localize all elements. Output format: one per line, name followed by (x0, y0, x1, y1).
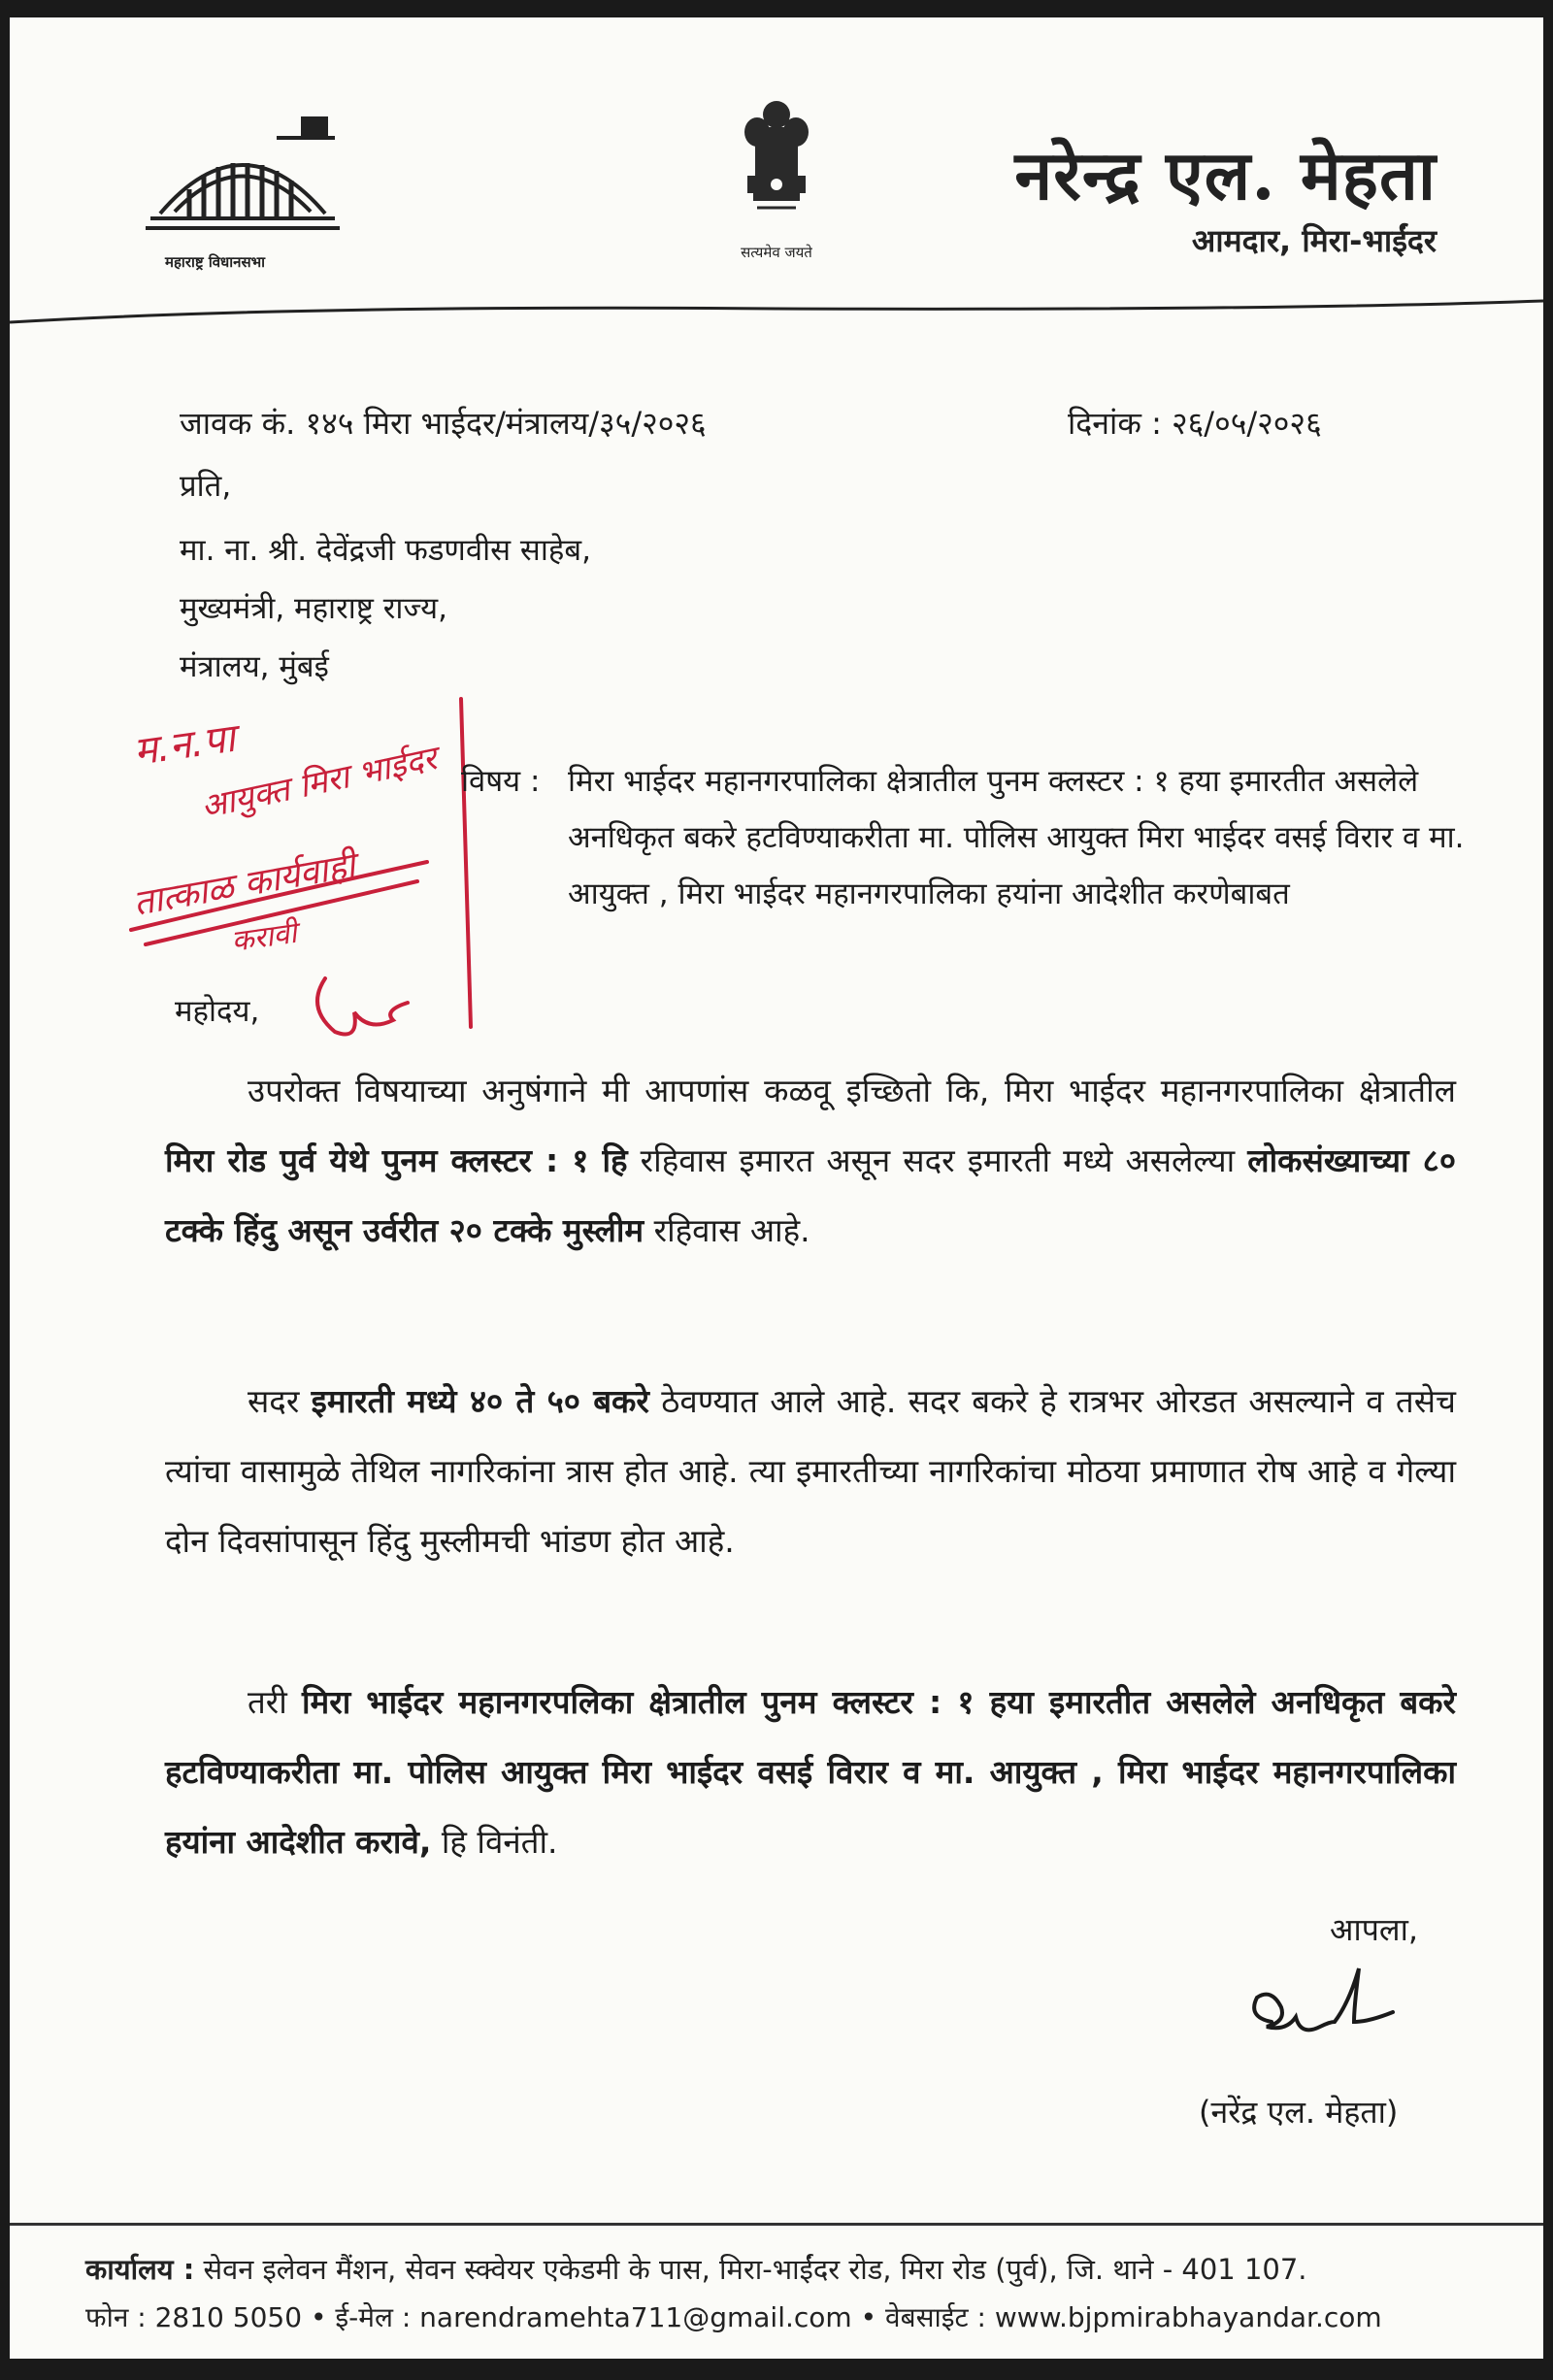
handwritten-line: आयुक्त मिरा भाईदर (197, 739, 441, 827)
assembly-caption: महाराष्ट्र विधानसभा (165, 253, 266, 271)
mla-name: नरेन्द्र एल. मेहता (1014, 135, 1437, 215)
para-text: रहिवास आहे. (644, 1211, 810, 1249)
addressee-line: मा. ना. श्री. देवेंद्रजी फडणवीस साहेब, (180, 533, 591, 568)
para-text-bold: मिरा रोड पुर्व येथे पुनम क्लस्टर : १ हि (165, 1141, 628, 1179)
vidhan-bhavan-icon (131, 97, 354, 243)
salutation: महोदय, (175, 994, 260, 1029)
subject-text: मिरा भाईदर महानगरपालिका क्षेत्रातील पुनम क्लस्टर : १ हया इमारतीत असलेले अनधिकृत बकरे हटविण्याकरीता मा. पोलिस आयुक्त मिरा भाईदर वसई विरार व मा. आयुक्त , मिरा भाईदर महानगरपालिका हयांना आदेशीत करणेबाबत (568, 764, 1465, 911)
letter-page (10, 17, 1543, 2359)
footer-address (85, 2250, 1307, 2288)
para-text: ठेवण्यात आले आहे. सदर बकरे हे रात्रभर ओरडत असल्याने व तसेच त्यांचा वासामुळे तेथिल नागरिकांना त्रास होत आहे. त्या इमारतीच्या नागरिकांचा मोठया प्रमाणात रोष आहे व गेल्या दोन दिवसांपासून हिंदु मुस्लीमची भांडण होत आहे. (165, 1382, 1456, 1560)
para-text-bold: इमारती मध्ये ४० ते ५० बकरे (311, 1382, 649, 1420)
office-address: सेवन इलेवन मैंशन, सेवन स्क्वेयर एकेडमी के पास, मिरा-भाईंदर रोड, मिरा रोड (पुर्व), जि. थाने - 401 107. (194, 2253, 1307, 2286)
subject-label: विषय : (461, 764, 541, 799)
handwritten-line: तात्काळ कार्यवाही (130, 845, 359, 924)
closing: आपला, (1330, 1911, 1419, 1948)
ashoka-lions-icon (728, 93, 825, 239)
footer-divider (10, 2223, 1543, 2226)
signatory-name: (नरेंद्र एल. मेहता) (1199, 2094, 1399, 2131)
addressee-line: मुख्यमंत्री, महाराष्ट्र राज्य, (180, 591, 448, 626)
para-text: उपरोक्त विषयाच्या अनुषंगाने मी आपणांस कळवू इच्छितो कि, मिरा भाईदर महानगरपालिका क्षेत्रातील (248, 1072, 1456, 1109)
footer-contact (85, 2298, 1382, 2335)
handwritten-line: म.न.पा (130, 715, 239, 775)
office-label: कार्यालय : (85, 2253, 195, 2286)
signature-image (1233, 1954, 1417, 2061)
mla-designation: आमदार, मिरा-भाईंदर (1191, 222, 1437, 259)
to-label: प्रति, (180, 469, 232, 504)
footer-phone: फोन : 2810 5050 (85, 2301, 303, 2333)
emblem-motto: सत्यमेव जयते (741, 244, 812, 261)
reference-number: जावक कं. १४५ मिरा भाईदर/मंत्रालय/३५/२०२६ (180, 405, 707, 442)
addressee-line: मंत्रालय, मुंबई (180, 649, 329, 684)
para-text: तरी (248, 1683, 302, 1721)
body-paragraph-3 (165, 1668, 1456, 1877)
body-paragraph-1 (165, 1056, 1456, 1266)
letter-date: दिनांक : २६/०५/२०२६ (1068, 405, 1322, 442)
footer-website: • वेबसाईट : www.bjpmirabhayandar.com (860, 2301, 1382, 2333)
vidhan-bhavan-logo (121, 97, 374, 291)
footer-email: • ई-मेल : narendramehta711@gmail.com (310, 2301, 852, 2333)
para-text: सदर (248, 1382, 312, 1420)
header-divider (10, 297, 1543, 336)
para-text: हि विनंती. (431, 1823, 558, 1861)
national-emblem (709, 93, 844, 287)
handwritten-line: करावी (229, 915, 299, 959)
subject-block (461, 753, 1470, 922)
para-text: रहिवास इमारत असून सदर इमारती मध्ये असलेल्या (627, 1141, 1248, 1179)
para-text-bold: लोकसंख्याच्या ८० टक्के हिंदु असून उर्वरीत २० टक्के मुस्लीम (165, 1141, 1456, 1249)
para-text-bold: मिरा भाईदर महानगरपलिका क्षेत्रातील पुनम क्लस्टर : १ हया इमारतीत असलेले अनधिकृत बकरे हटविण्याकरीता मा. पोलिस आयुक्त मिरा भाईदर वसई विरार व मा. आयुक्त , मिरा भाईदर महानगरपालिका हयांना आदेशीत करावे, (165, 1683, 1457, 1861)
body-paragraph-2 (165, 1367, 1456, 1576)
